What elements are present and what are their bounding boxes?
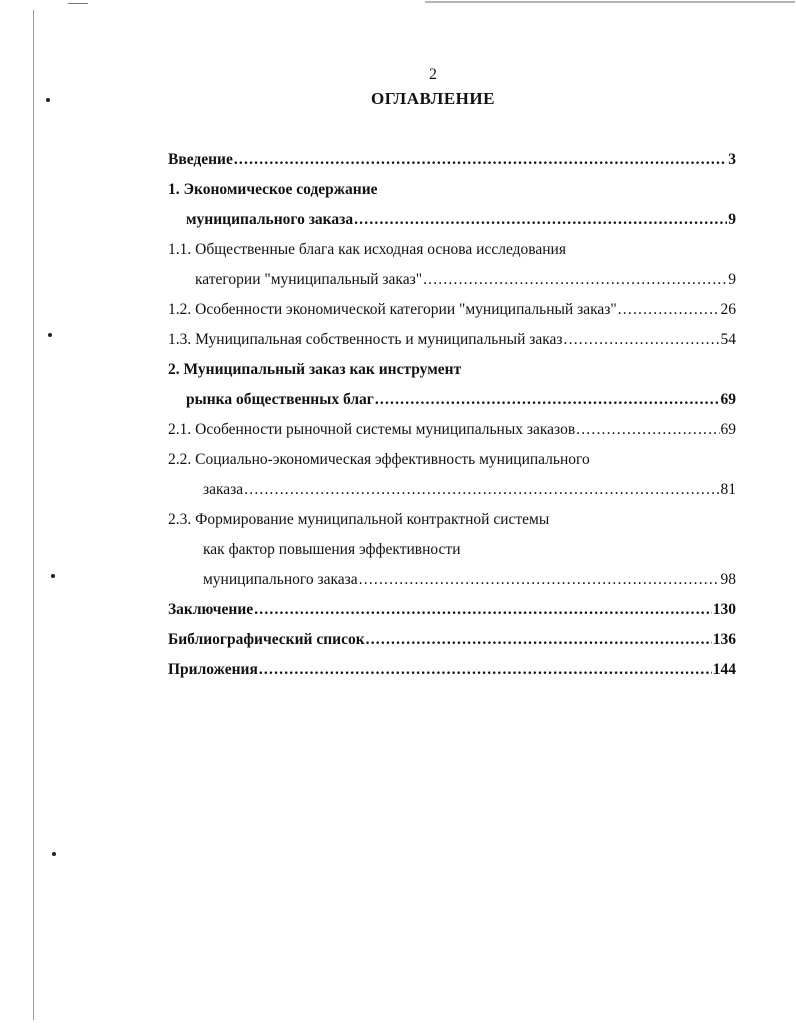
toc-entry-bibliography[interactable] [168, 625, 736, 655]
scan-edge-line [33, 10, 34, 1020]
toc-entry-label: 2.3. Формирование муниципальной контрактной системы [168, 511, 550, 528]
toc-page-number: 144 [712, 661, 736, 678]
toc-entry-section-2-2[interactable] [168, 445, 736, 475]
dot-leader [375, 385, 720, 415]
toc-entry-section-1-2[interactable] [168, 295, 736, 325]
dot-leader [234, 145, 727, 175]
toc-entry-label: муниципального заказа [203, 571, 358, 588]
dot-leader [254, 595, 712, 625]
toc-entry-label: 2. Муниципальный заказ как инструмент [168, 361, 462, 378]
toc-page-number: 98 [720, 571, 736, 588]
toc-entry-label: рынка общественных благ [186, 391, 374, 408]
toc-entry-section-2-3[interactable] [168, 505, 736, 535]
toc-page-number: 69 [720, 391, 736, 408]
toc-page-number: 3 [728, 151, 736, 168]
toc-entry-label: категории "муниципальный заказ" [195, 271, 423, 288]
punch-hole-dot [48, 333, 52, 337]
toc-page-number: 9 [728, 271, 736, 288]
toc-entry-label: муниципального заказа [186, 211, 354, 228]
toc-entry-section-1-1[interactable] [168, 235, 736, 265]
toc-entry-label: 2.1. Особенности рыночной системы муниципальных заказов [168, 421, 576, 438]
scan-mark [68, 3, 88, 4]
dot-leader [576, 415, 719, 445]
page-title: ОГЛАВЛЕНИЕ [371, 89, 495, 108]
dot-leader [366, 625, 712, 655]
table-of-contents [168, 145, 736, 685]
toc-page-number: 136 [712, 631, 736, 648]
toc-entry-section-1-1-cont[interactable] [168, 265, 736, 295]
dot-leader [618, 295, 720, 325]
scan-mark [425, 1, 795, 3]
toc-entry-label: 1.2. Особенности экономической категории "муниципальный заказ" [168, 301, 617, 318]
toc-entry-chapter1-cont[interactable] [168, 205, 736, 235]
toc-page-number: 130 [712, 601, 736, 618]
dot-leader [423, 265, 727, 295]
toc-entry-chapter2-cont[interactable] [168, 385, 736, 415]
dot-leader [259, 655, 712, 685]
dot-leader [354, 205, 727, 235]
toc-entry-appendices[interactable] [168, 655, 736, 685]
toc-entry-conclusion[interactable] [168, 595, 736, 625]
toc-entry-label: 2.2. Социально-экономическая эффективность муниципального [168, 451, 590, 468]
toc-entry-chapter2[interactable] [168, 355, 736, 385]
dot-leader [359, 565, 720, 595]
toc-entry-label: Приложения [168, 661, 258, 678]
toc-entry-label: 1. Экономическое содержание [168, 181, 378, 198]
toc-entry-section-1-3[interactable] [168, 325, 736, 355]
toc-entry-section-2-1[interactable] [168, 415, 736, 445]
page-number: 2 [429, 66, 437, 83]
toc-page-number: 69 [720, 421, 736, 438]
punch-hole-dot [52, 852, 56, 856]
toc-entry-label: 1.3. Муниципальная собственность и муниципальный заказ [168, 331, 563, 348]
toc-entry-label: Библиографический список [168, 631, 365, 648]
toc-page-number: 9 [728, 211, 736, 228]
toc-page-number: 81 [720, 481, 736, 498]
punch-hole-dot [51, 574, 55, 578]
toc-entry-label: Заключение [168, 601, 254, 618]
toc-entry-label: Введение [168, 151, 233, 168]
toc-entry-label: как фактор повышения эффективности [203, 541, 461, 558]
toc-entry-section-2-3-cont[interactable] [168, 535, 736, 565]
toc-page-number: 54 [720, 331, 736, 348]
toc-entry-label: заказа [203, 481, 244, 498]
toc-entry-label: 1.1. Общественные блага как исходная основа исследования [168, 241, 566, 258]
toc-entry-section-2-2-cont[interactable] [168, 475, 736, 505]
toc-entry-section-2-3-cont[interactable] [168, 565, 736, 595]
dot-leader [244, 475, 719, 505]
toc-entry-chapter1[interactable] [168, 175, 736, 205]
dot-leader [564, 325, 720, 355]
toc-entry-intro[interactable] [168, 145, 736, 175]
toc-page-number: 26 [720, 301, 736, 318]
